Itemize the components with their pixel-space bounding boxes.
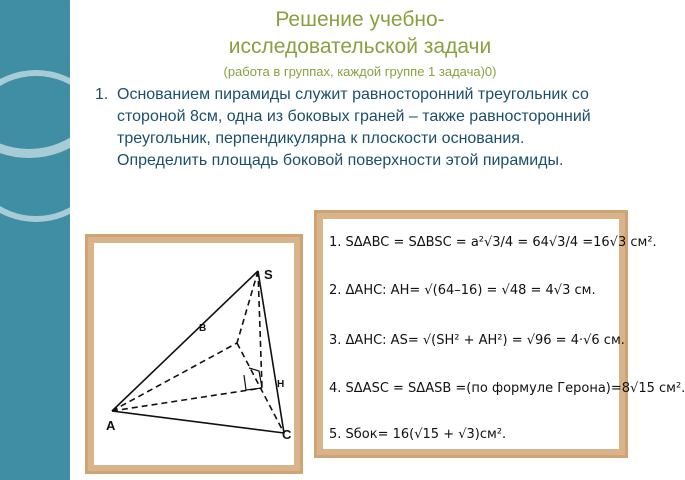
label-a: A bbox=[106, 418, 116, 433]
edge-a-s bbox=[112, 271, 258, 411]
solution-step-2: 2. ΔАНС: АН= √(64–16) = √48 = 4√3 см. bbox=[329, 283, 596, 298]
solution-frame bbox=[314, 210, 685, 458]
problem-statement bbox=[95, 84, 595, 172]
slide-title-line2: исследовательской задачи bbox=[228, 35, 492, 58]
pyramid-figure bbox=[94, 243, 294, 465]
solution-step-5: 5. Sбок= 16(√15 + √3)см². bbox=[329, 427, 507, 442]
slide-subtitle: (работа в группах, каждой группе 1 задача)0) bbox=[223, 64, 497, 79]
right-angle-mark-2 bbox=[244, 375, 262, 390]
label-c: C bbox=[282, 427, 292, 442]
left-decorative-band bbox=[0, 0, 70, 480]
label-s: S bbox=[264, 267, 273, 282]
label-h: H bbox=[277, 379, 285, 390]
solution-step-4: 4. SΔASC = SΔASB =(по формуле Герона)=8√15 см². bbox=[329, 381, 685, 396]
edge-a-c bbox=[112, 411, 284, 433]
label-b: B bbox=[199, 323, 207, 334]
solution-steps bbox=[323, 219, 685, 449]
problem-number: 1. bbox=[95, 86, 109, 103]
slide-title-line1: Решение учебно- bbox=[275, 8, 445, 31]
solution-step-3: 3. ΔАНС: АS= √(SH² + AH²) = √96 = 4·√6 см. bbox=[329, 333, 625, 348]
pyramid-figure-frame bbox=[85, 234, 303, 474]
problem-text: Основанием пирамиды служит равносторонний треугольник со стороной 8см, одна из боковых граней – также равносторонний треугольник, перпендикулярна к плоскости основания. Определить площадь боковой поверхности этой пирамиды. bbox=[117, 86, 591, 169]
solution-step-1: 1. SΔABC = SΔBSC = a²√3/4 = 64√3/4 =16√3 см². bbox=[329, 235, 657, 250]
